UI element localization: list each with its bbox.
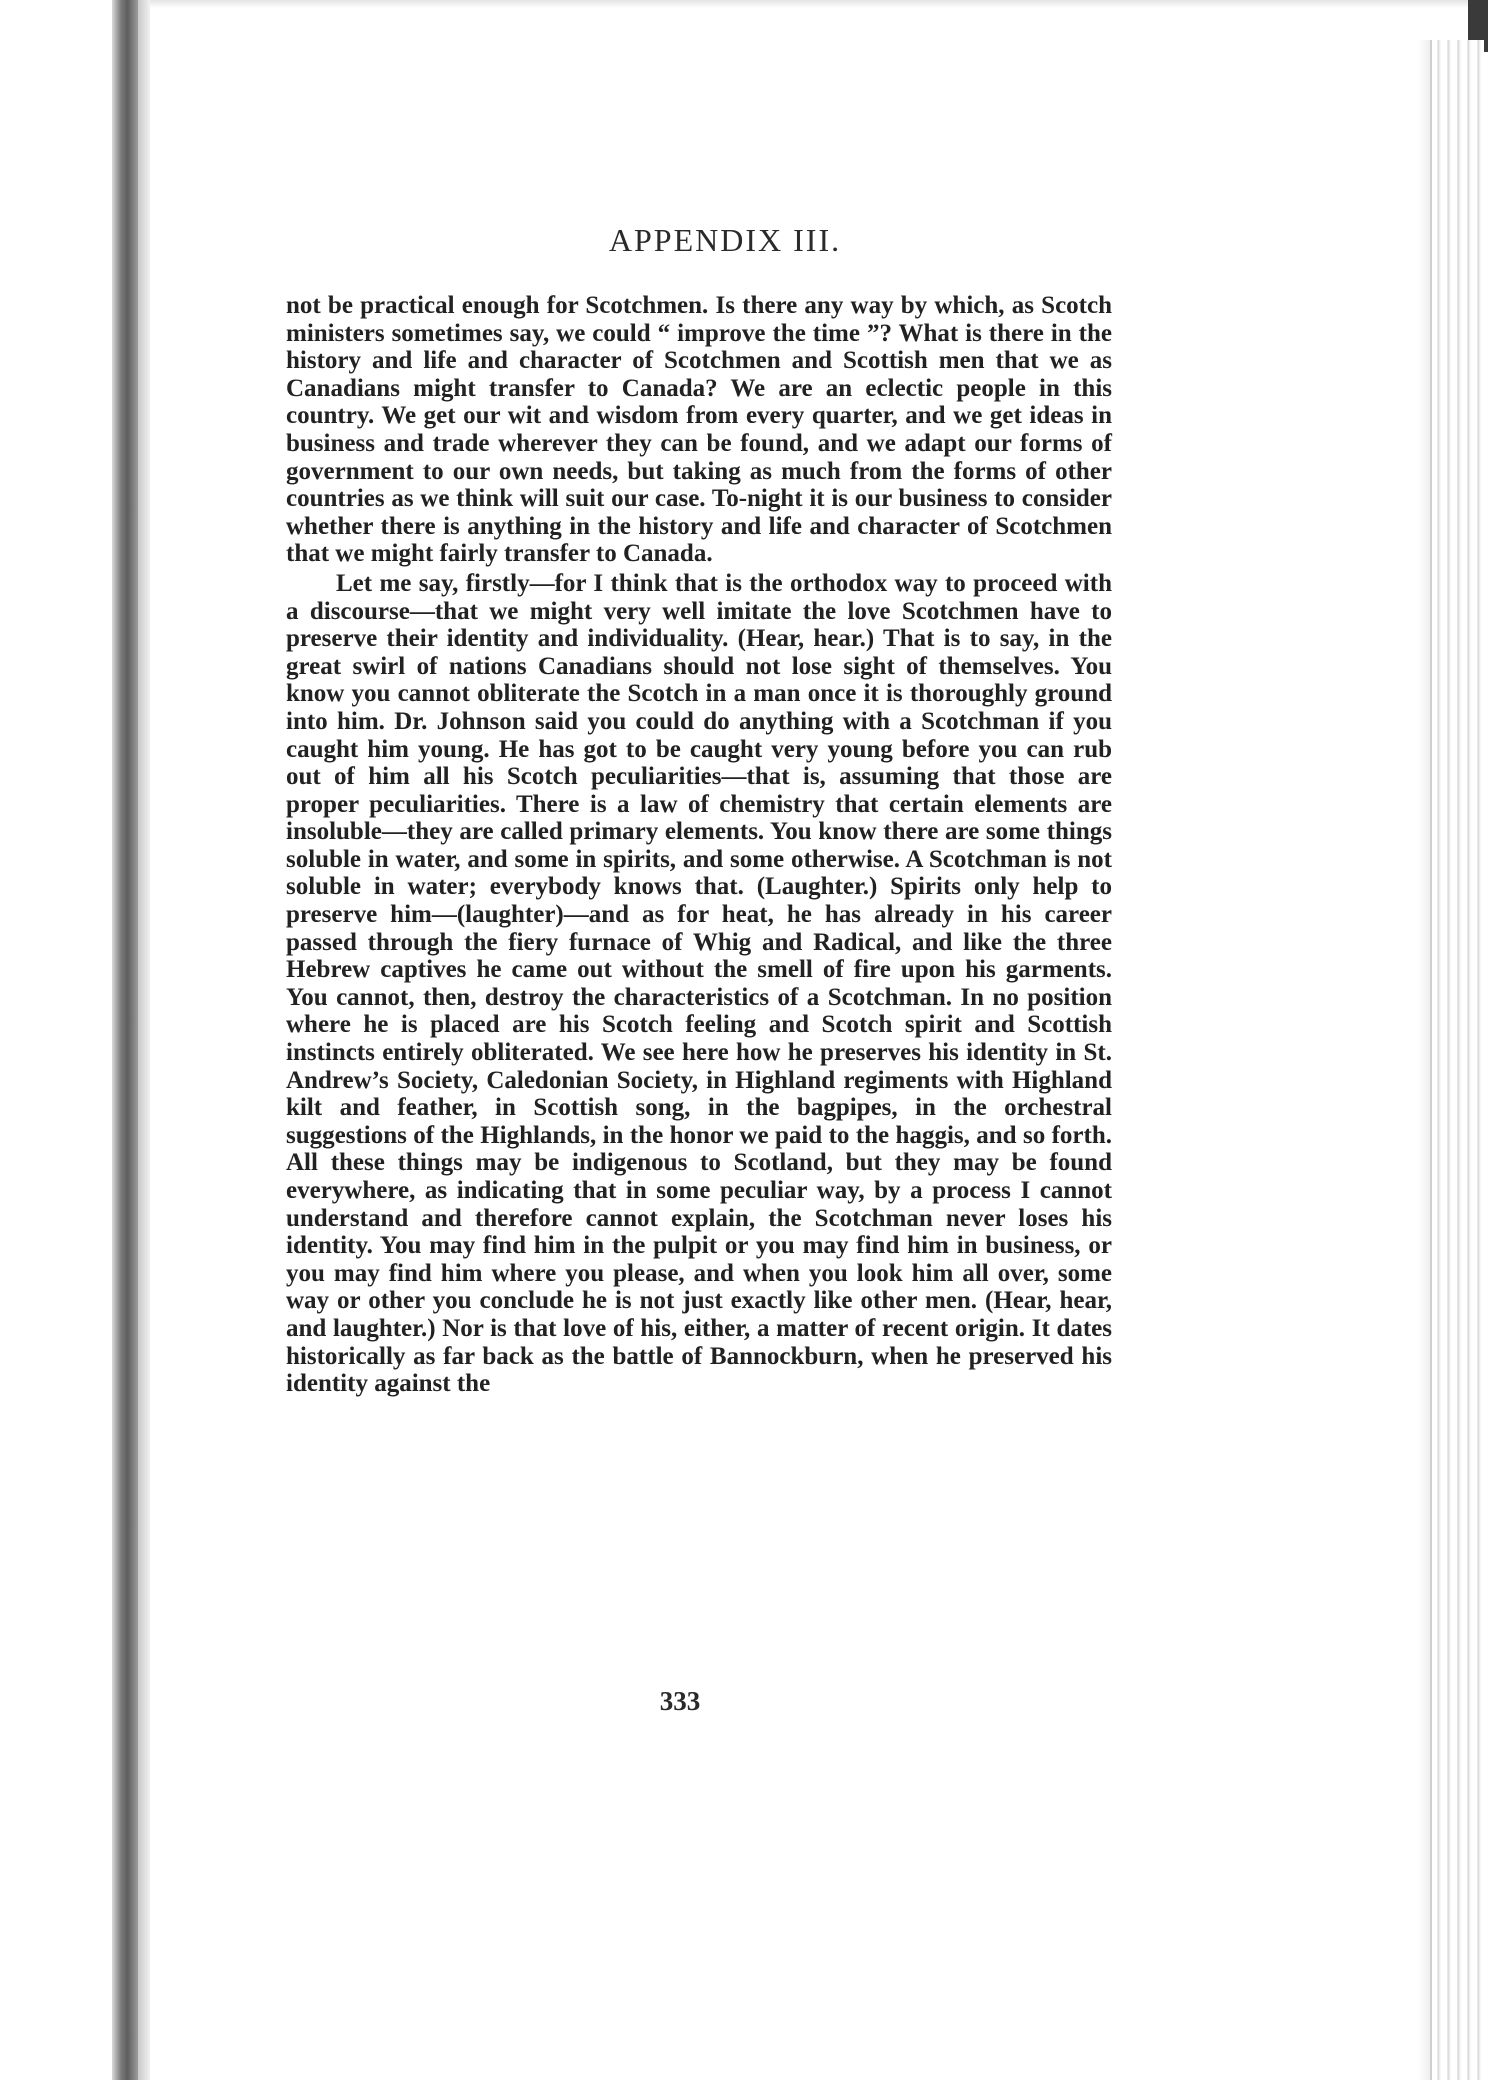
spine-highlight — [138, 0, 150, 2080]
paragraph-2: Let me say, firstly—for I think that is the orthodox way to proceed with a discourse—that we might very well imitate the love Scotchmen have to preserve their identity and individuality. (Hear, hear.) That is to say, in the great swirl of nations Canadians should not lose sight of themselves. You know you cannot obliterate the Scotch in a man once it is thoroughly ground into him. Dr. Johnson said you could do anything with a Scotchman if you caught him young. He has got to be caught very young before you can rub out of him all his Scotch peculiarities—that is, assuming that those are proper peculiarities. There is a law of chemistry that certain elements are insoluble—they are called primary elements. You know there are some things soluble in water, and some in spirits, and some otherwise. A Scotchman is not soluble in water; everybody knows that. (Laughter.) Spirits only help to preserve him—(laughter)—and as for heat, he has already in his career passed through the fiery furnace of Whig and Radical, and like the three Hebrew captives he came out without the smell of fire upon his garments. You cannot, then, destroy the characteristics of a Scotchman. In no position where he is placed are his Scotch feeling and Scotch spirit and Scottish instincts entirely obliterated. We see here how he preserves his identity in St. Andrew’s Society, Caledonian Society, in Highland regiments with Highland kilt and feather, in Scottish song, in the bagpipes, in the orchestral suggestions of the Highlands, in the honor we paid to the haggis, and so forth. All these things may be indigenous to Scotland, but they may be found everywhere, as indicating that in some peculiar way, by a process I cannot understand and therefore cannot explain, the Scotchman never loses his identity. You may find him in the pulpit or you may find him in business, or you may find him where you please, and when you look him all over, some way or other you conclude he is not just exactly like other men. (Hear, hear, and laughter.) Nor is that love of his, either, a matter of recent origin. It dates historically as far back as the battle of Bannockburn, when he preserved his identity against the — [286, 569, 1112, 1398]
page-header: APPENDIX III. — [608, 222, 842, 258]
body-text — [286, 292, 1112, 1398]
top-page-edge — [150, 0, 1468, 8]
paragraph-1: not be practical enough for Scotchmen. Is there any way by which, as Scotch ministers sometimes say, we could “ improve the time ”? What is there in the history and life and character of Scotchmen and Scottish men that we as Canadians might transfer to Canada? We are an eclectic people in this country. We get our wit and wisdom from every quarter, and we get ideas in business and trade wherever they can be found, and we adapt our forms of government to our own needs, but taking as much from the forms of other countries as we think will suit our case. To-night it is our business to consider whether there is anything in the history and life and character of Scotchmen that we might fairly transfer to Canada. — [286, 292, 1112, 568]
book-spine — [112, 0, 138, 2080]
page-edge-stack — [1430, 40, 1484, 2080]
page-number: 333 — [659, 1686, 701, 1716]
